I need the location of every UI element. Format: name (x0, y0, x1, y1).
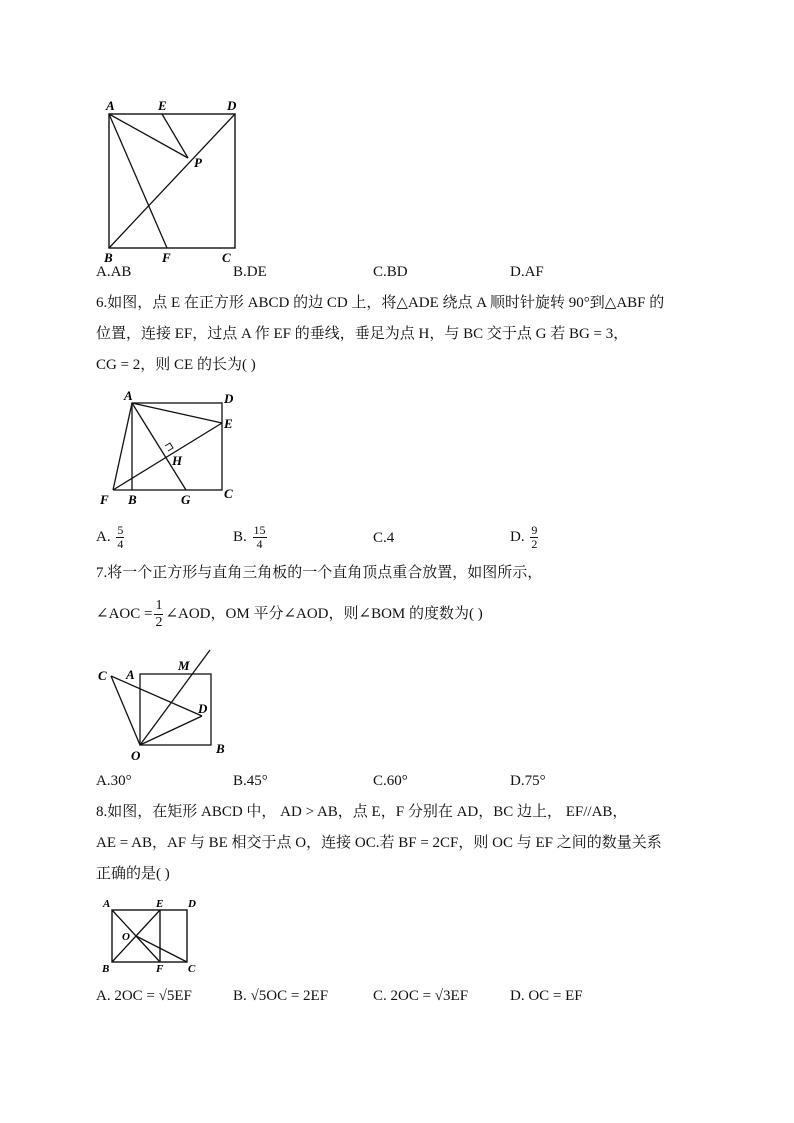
q6-stem-line1: 6.如图，点 E 在正方形 ABCD 的边 CD 上，将△ADE 绕点 A 顺时针旋转 90°到△ABF 的 (96, 295, 665, 311)
q6-label-G: G (181, 492, 191, 507)
q6-label-B: B (128, 492, 137, 507)
q7-label-A: A (126, 667, 135, 682)
q6-option-b-denominator: 4 (256, 537, 263, 551)
q6-option-c[interactable]: C.4 (373, 530, 395, 546)
q5-label-P: P (194, 155, 202, 170)
q7-option-c[interactable]: C.60° (373, 773, 408, 789)
q5-option-b[interactable]: B.DE (233, 264, 267, 280)
q7-figure (94, 646, 244, 766)
q8-stem-line2: AE = AB，AF 与 BE 相交于点 O，连接 OC.若 BF = 2CF，则 OC 与 EF 之间的数量关系 (96, 835, 662, 851)
q7-label-D: D (198, 701, 208, 716)
q6-stem-line3: CG = 2，则 CE 的长为( ) (96, 357, 256, 373)
q8-option-b[interactable]: B. √5OC = 2EF (233, 988, 329, 1004)
q6-segment-AE (132, 403, 222, 423)
q5-option-c[interactable]: C.BD (373, 264, 408, 280)
q5-option-a[interactable]: A.AB (96, 264, 132, 280)
q6-option-b-numerator: 15 (253, 523, 266, 537)
q6-square (132, 403, 222, 490)
q6-label-D: D (224, 391, 234, 406)
q7-angle-aoc: ∠AOC = (96, 606, 153, 622)
q6-option-a-denominator: 4 (117, 537, 124, 551)
q5-figure (100, 96, 250, 265)
q6-option-b-fraction (253, 524, 267, 551)
q5-label-A: A (106, 98, 115, 113)
q6-diagram (96, 386, 246, 511)
q6-segment-AG (132, 403, 186, 490)
q8-stem-line3: 正确的是( ) (96, 866, 170, 882)
q8-options (96, 988, 696, 1008)
q6-label-E: E (224, 416, 233, 431)
q6-label-C: C (224, 486, 233, 501)
q6-figure (96, 386, 246, 511)
q7-option-b[interactable]: B.45° (233, 773, 268, 789)
q6-segment-AF (113, 403, 132, 490)
q6-option-d-numerator: 9 (531, 523, 538, 537)
q7-label-O: O (131, 748, 141, 763)
q5-label-B: B (104, 250, 113, 265)
q6-label-H: H (172, 453, 183, 468)
q6-label-F: F (100, 492, 109, 507)
q6-label-A: A (124, 388, 133, 403)
q5-diagram (100, 96, 250, 265)
q7-label-M: M (178, 658, 190, 673)
q7-options (96, 773, 696, 793)
q6-segment-FE (113, 423, 222, 490)
q5-label-C: C (222, 250, 231, 265)
q5-label-F: F (162, 250, 171, 265)
q8-label-C: C (188, 963, 196, 975)
q8-figure (98, 894, 208, 979)
q8-label-E: E (156, 898, 164, 910)
q8-option-a[interactable]: A. 2OC = √5EF (96, 988, 192, 1004)
q6-option-a[interactable] (96, 524, 126, 551)
q6-option-d-prefix: D. (510, 528, 525, 545)
q7-option-d[interactable]: D.75° (510, 773, 546, 789)
q7-stem-line2 (96, 597, 483, 631)
q7-half-denominator: 2 (155, 614, 163, 630)
q6-option-a-prefix: A. (96, 528, 111, 545)
q8-label-A: A (103, 898, 111, 910)
q6-option-d-fraction (530, 524, 538, 551)
q8-label-B: B (102, 963, 110, 975)
q8-label-D: D (188, 898, 196, 910)
q7-half-fraction (154, 598, 163, 631)
q6-right-angle-mark (165, 443, 173, 451)
q8-segment-OC (136, 936, 187, 962)
q7-option-a[interactable]: A.30° (96, 773, 132, 789)
q7-segment-OD (140, 716, 202, 745)
q8-stem-line1: 8.如图，在矩形 ABCD 中， AD > AB，点 E，F 分别在 AD，BC 边上， EF//AB， (96, 804, 628, 820)
q6-options (96, 522, 696, 554)
q7-diagram (94, 646, 244, 766)
q5-label-D: D (227, 98, 237, 113)
q7-stem-line1: 7.将一个正方形与直角三角板的一个直角顶点重合放置，如图所示， (96, 565, 543, 581)
q6-option-d-denominator: 2 (531, 537, 538, 551)
q6-option-b-prefix: B. (233, 528, 247, 545)
q7-label-C: C (98, 668, 107, 683)
q7-label-B: B (216, 741, 225, 756)
q8-option-d[interactable]: D. OC = EF (510, 988, 583, 1004)
q8-label-F: F (156, 963, 164, 975)
q8-diagram (98, 894, 208, 979)
q6-option-d[interactable] (510, 524, 540, 551)
q6-option-a-numerator: 5 (117, 523, 124, 537)
q5-segment-AF (109, 114, 167, 248)
q7-stem-rest: ∠AOD，OM 平分∠AOD，则∠BOM 的度数为( ) (165, 606, 483, 622)
q7-half-numerator: 1 (155, 597, 163, 613)
q6-option-a-fraction (116, 524, 124, 551)
q8-option-c[interactable]: C. 2OC = √3EF (373, 988, 469, 1004)
q5-option-d[interactable]: D.AF (510, 264, 544, 280)
q7-ray-OM (140, 650, 210, 745)
q6-stem-line2: 位置，连接 EF，过点 A 作 EF 的垂线，垂足为点 H，与 BC 交于点 G 若 BG = 3， (96, 326, 629, 342)
q5-label-E: E (158, 98, 167, 113)
q5-diagonal-BD (109, 114, 235, 248)
q6-option-b[interactable] (233, 524, 269, 551)
q5-options (96, 264, 696, 284)
q8-label-O: O (122, 931, 130, 943)
q5-segment-AP (109, 114, 188, 158)
